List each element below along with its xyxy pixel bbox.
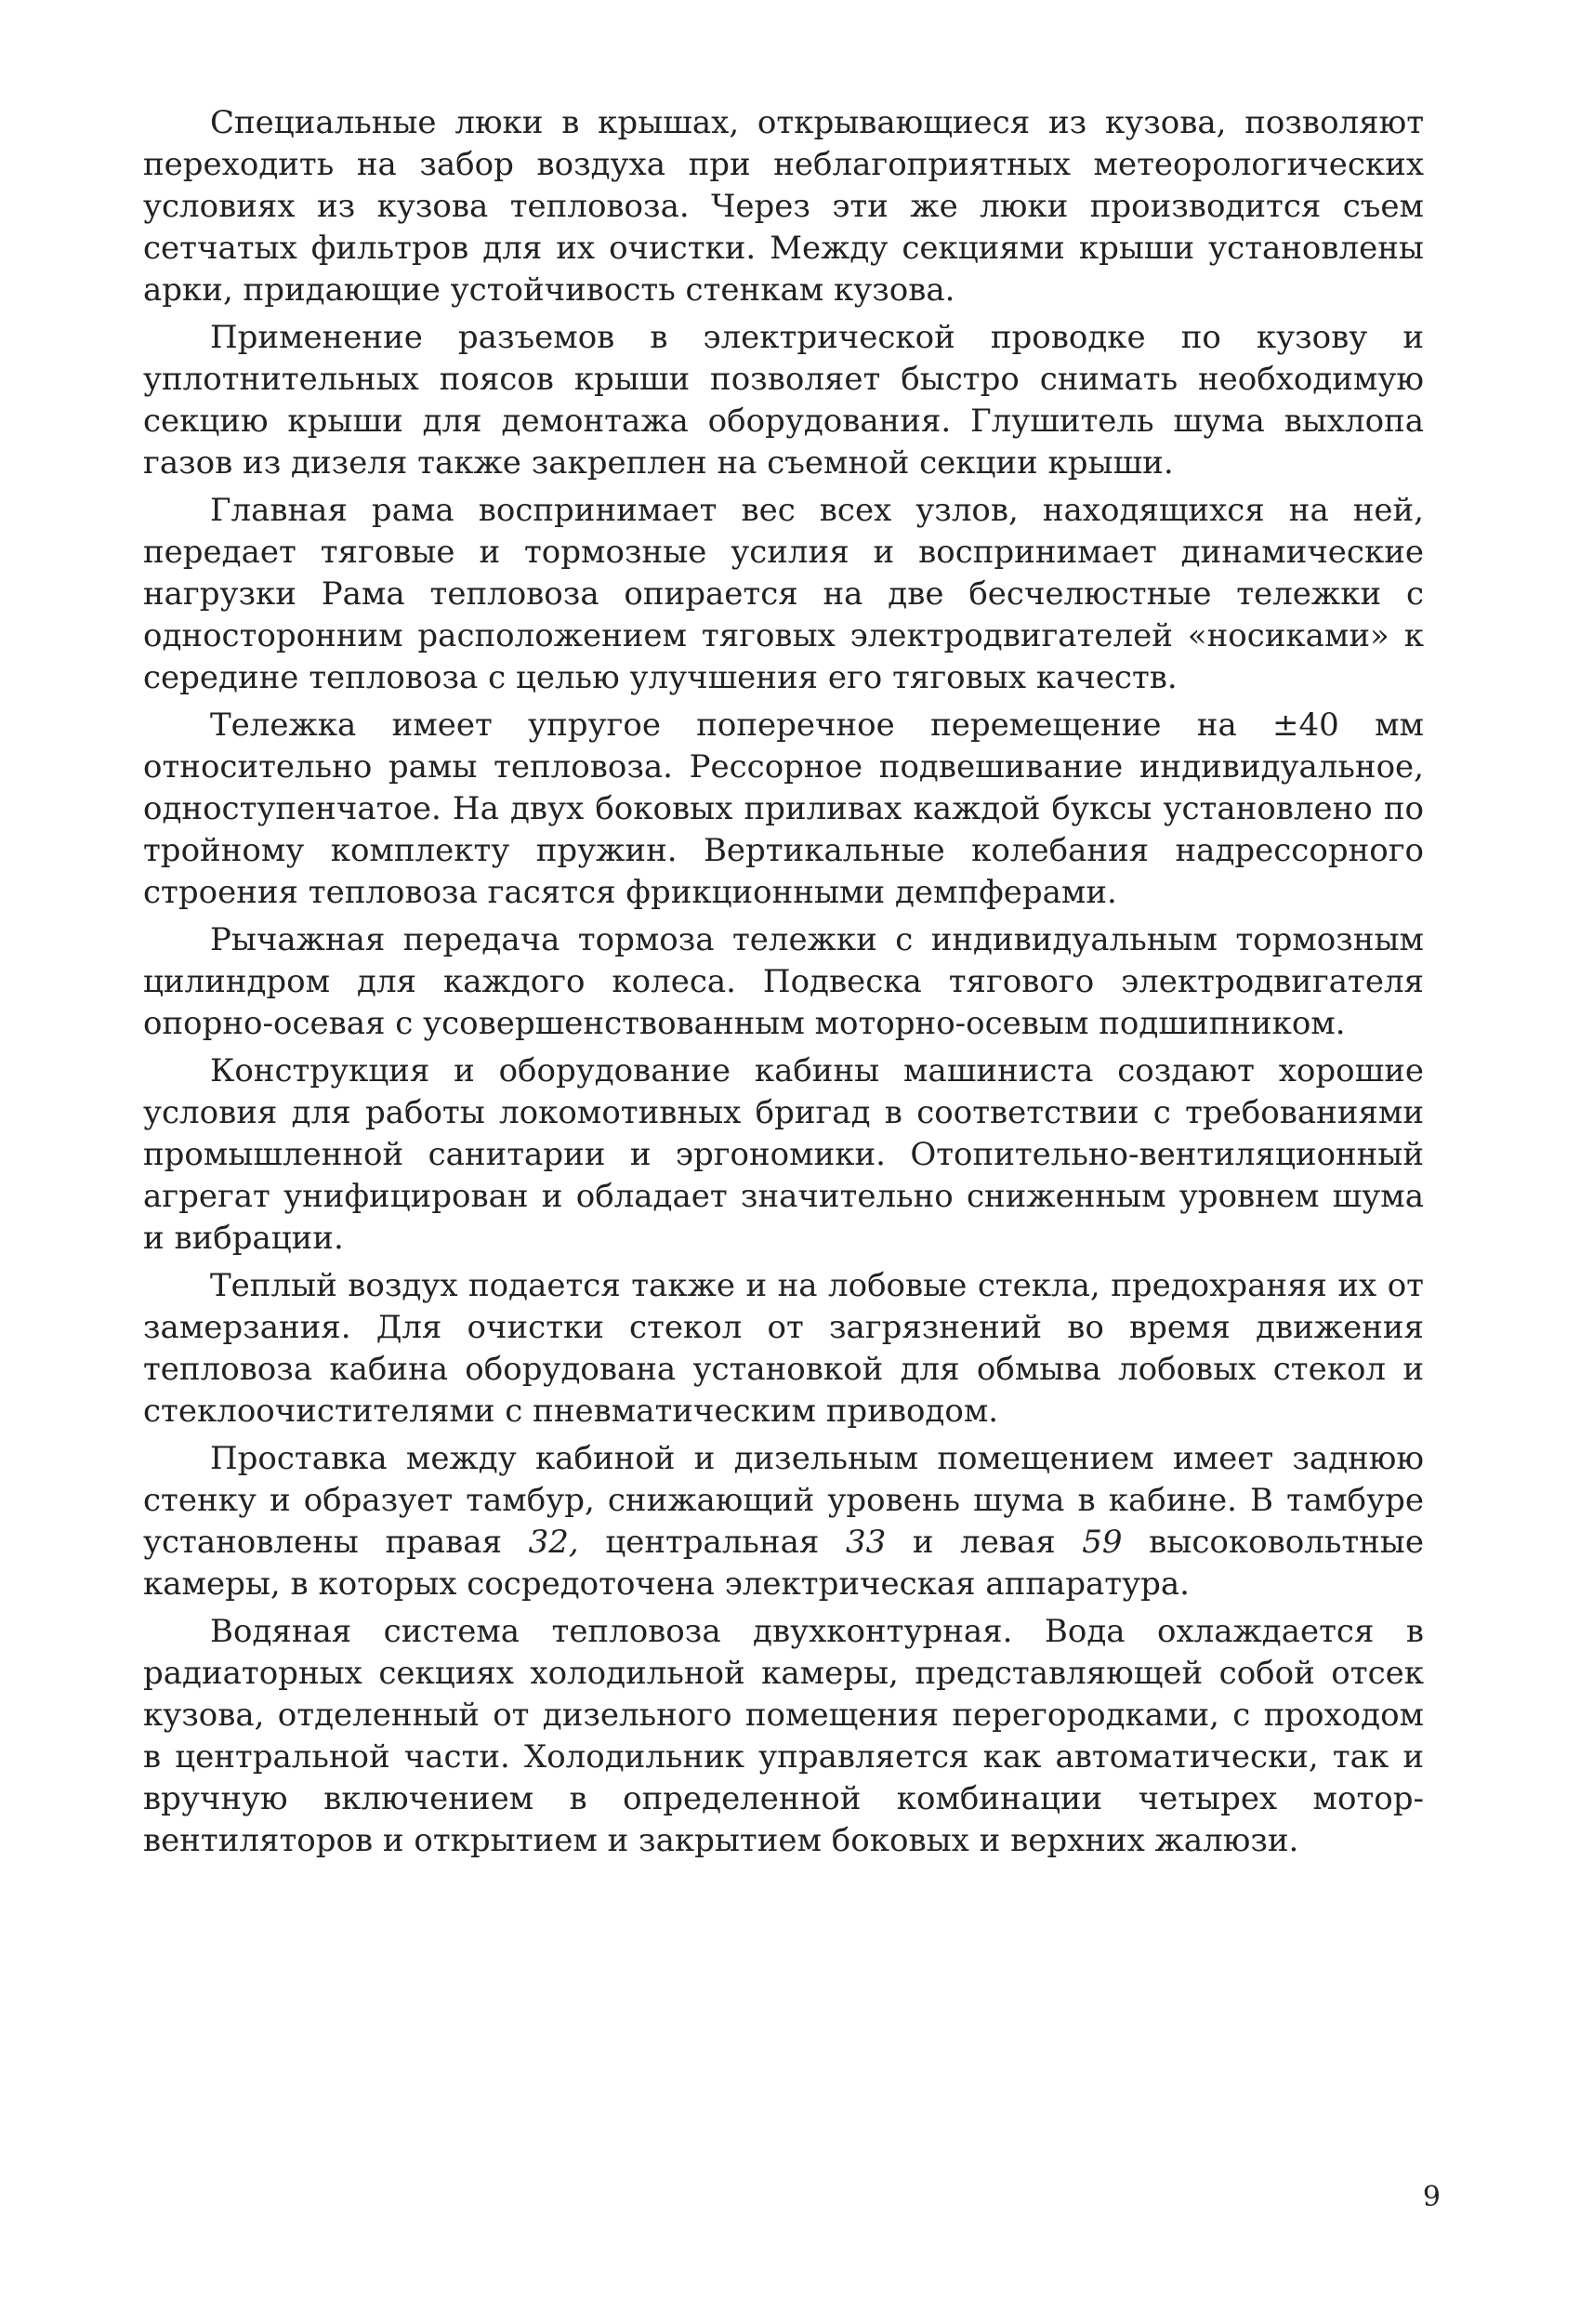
paragraph-driver-cab: Конструкция и оборудование кабины машиниста создают хорошие условия для работы локомотивных бригад в соответствии с требованиями промышленной санитарии и эргономики. Отопительно-вентиляционный агрегат унифицирован и обладает значительно сниженным уровнем шума и вибрации. <box>143 1052 1424 1257</box>
reference-number-central-chamber: 33 <box>845 1524 887 1561</box>
paragraph-vestibule <box>143 1438 1424 1605</box>
paragraph-bogie: Тележка имеет упругое поперечное перемещение на ±40 мм относительно рамы тепловоза. Рессорное подвешивание индивидуальное, одноступенчатое. На двух боковых приливах каждой буксы установлено по тройному комплекту пружин. Вертикальные колебания надрессорного строения тепловоза гасятся фрикционными демпферами. <box>143 706 1424 911</box>
paragraph-roof-connectors: Применение разъемов в электрической проводке по кузову и уплотнительных поясов крыши позволяет быстро снимать необходимую секцию крыши для демонтажа оборудования. Глушитель шума выхлопа газов из дизеля также закреплен на съемной секции крыши. <box>143 319 1424 482</box>
paragraph-roof-hatches: Специальные люки в крышах, открывающиеся из кузова, позволяют переходить на забор воздуха при неблагоприятных метеорологических условиях из кузова тепловоза. Через эти же люки производится съем сетчатых фильтров для их очистки. Между секциями крыши установлены арки, придающие устойчивость стенкам кузова. <box>143 104 1424 309</box>
reference-number-left-chamber: 59 <box>1082 1524 1123 1561</box>
paragraph-cooling-system: Водяная система тепловоза двухконтурная. Вода охлаждается в радиаторных секциях холодильной камеры, представляющей собой отсек кузова, отделенный от дизельного помещения перегородками, с проходом в центральной части. Холодильник управляется как автоматически, так и вручную включением в определенной комбинации четырех мотор-вентиляторов и открытием и закрытием боковых и верхних жалюзи. <box>143 1613 1424 1859</box>
reference-number-right-chamber: 32, <box>528 1524 579 1561</box>
paragraph-windshield-heating: Теплый воздух подается также и на лобовые стекла, предохраняя их от замерзания. Для очистки стекол от загрязнений во время движения тепловоза кабина оборудована установкой для обмыва лобовых стекол и стеклоочистителями с пневматическим приводом. <box>143 1267 1424 1430</box>
vestibule-text-start: Проставка между кабиной и дизельным помещением имеет заднюю стенку и образует тамбур, снижающий уровень шума в кабине. В тамбуре установлены правая <box>143 1440 1424 1561</box>
paragraph-brake-linkage: Рычажная передача тормоза тележки с индивидуальным тормозным цилиндром для каждого колеса. Подвеска тягового электродвигателя опорно-осевая с усовершенствованным моторно-осевым подшипником. <box>143 921 1424 1042</box>
body-text <box>143 102 1424 1862</box>
vestibule-text-mid1: центральная <box>578 1524 846 1561</box>
vestibule-text-end: высоковольтные камеры, в которых сосредоточена электрическая аппаратура. <box>143 1524 1424 1603</box>
vestibule-text-mid2: и левая <box>886 1524 1083 1561</box>
paragraph-main-frame: Главная рама воспринимает вес всех узлов, находящихся на ней, передает тяговые и тормозные усилия и воспринимает динамические нагрузки Рама тепловоза опирается на две бесчелюстные тележки с односторонним расположением тяговых электродвигателей «носиками» к середине тепловоза с целью улучшения его тяговых качеств. <box>143 492 1424 696</box>
page-number: 9 <box>1422 2181 1441 2213</box>
